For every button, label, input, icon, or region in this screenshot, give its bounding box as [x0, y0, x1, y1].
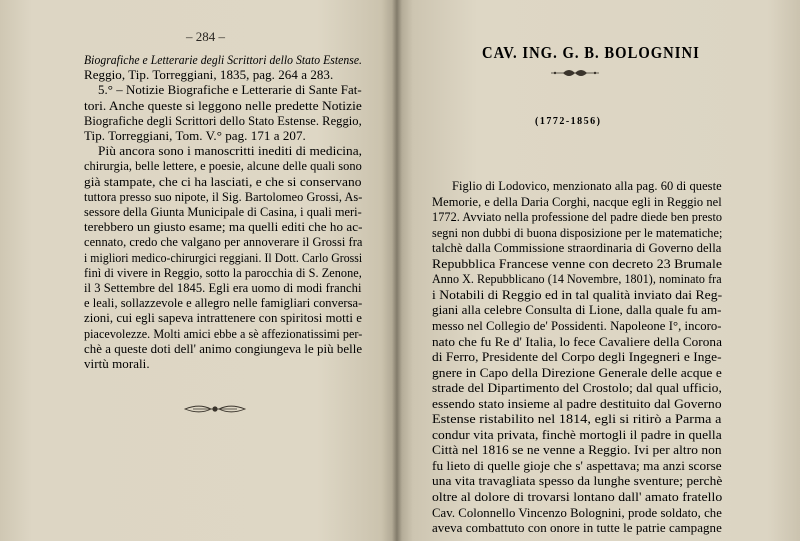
- book-gutter: [392, 0, 402, 541]
- text-line: 5.° – Notizie Biografiche e Letterarie di Sante Fat-: [98, 82, 362, 98]
- text-line: strade del Dipartimento del Crostolo; dal qual ufficio,: [432, 380, 722, 396]
- text-line: Biografiche e Letterarie degli Scrittori dello Stato Estense.: [84, 52, 363, 67]
- text-line: terebbero un giusto esame; ma quelli editi che ho ac-: [84, 219, 363, 235]
- text-line: zioni, cui egli sapeva intrattenere con spiritosi motti e: [84, 310, 362, 326]
- text-line: 1772. Avviato nella professione del padre diede ben presto: [432, 209, 723, 225]
- text-line: condur vita privata, finchè mortogli il padre in quella: [432, 426, 722, 442]
- text-line: Cav. Colonnello Vincenzo Bolognini, prode soldato, che: [432, 504, 722, 520]
- text-line: segni non dubbi di buona disposizione per le matematiche;: [432, 224, 723, 240]
- text-line: aveva combattuto con onore in tutte le patrie campagne: [432, 520, 722, 536]
- text-line: gnere in Capo della Direzione Generale delle acque e: [432, 364, 722, 380]
- life-dates: (1772-1856): [535, 116, 602, 127]
- text-line: Tip. Torreggiani, Tom. V.° pag. 171 a 207.: [84, 128, 306, 143]
- text-line: fu lieto di quelle gioje che s' aspettava; ma anzi scorse: [432, 457, 722, 473]
- text-line: e leali, sollazzevole e allegro nelle famigliari conversa-: [84, 295, 363, 311]
- text-line: Città nel 1816 se ne venne a Reggio. Ivi per altro non: [432, 442, 722, 458]
- text-line: piacevolezze. Molti amici ebbe a sè affezionatissimi per-: [84, 325, 363, 341]
- text-line: Repubblica Francese venne con decreto 23 Brumale: [432, 255, 723, 271]
- text-line: di Ferro, Presidente del Corpo degli Ingegneri e Inge-: [432, 349, 722, 365]
- text-line: virtù morali.: [84, 356, 150, 371]
- text-line: finì di vivere in Reggio, sotto la parocchia di S. Zenone,: [84, 264, 362, 280]
- text-line: messo nel Collegio de' Possidenti. Napoleone I°, incoro-: [432, 317, 722, 333]
- text-line: Reggio, Tip. Torreggiani, 1835, pag. 264 a 283.: [84, 67, 334, 83]
- text-line: chirurgia, belle lettere, e poesie, alcune delle quali sono: [84, 158, 362, 174]
- text-line: Biografiche degli Scrittori dello Stato Estense. Reggio,: [84, 112, 362, 128]
- text-line: Memorie, e della Daria Corghi, nacque egli in Reggio nel: [432, 193, 722, 209]
- text-line: tuttora presso suo nipote, il Sig. Bartolomeo Grossi, As-: [84, 188, 363, 204]
- text-line: giani alla celebre Consulta di Lione, dalla quale fu am-: [432, 302, 722, 318]
- text-line: il 3 Settembre del 1845. Egli era uomo di modi franchi: [84, 280, 362, 295]
- text-line: Estense ristabilito nel 1814, egli si ritirò a Parma a: [432, 411, 722, 427]
- fleuron-ornament-icon: [183, 403, 247, 415]
- text-line: i migliori medico-chirurgici reggiani. Il Dott. Carlo Grossi: [84, 249, 363, 265]
- text-line: Più ancora sono i manoscritti inediti di medicina,: [98, 143, 363, 159]
- text-line: talchè dalla Commissione straordinaria di Governo della: [432, 240, 722, 256]
- text-line: sessore della Giunta Municipale di Casina, i quali meri-: [84, 204, 362, 219]
- text-line: tori. Anche queste si leggono nelle predette Notizie: [84, 97, 362, 113]
- page-number: – 284 –: [186, 29, 225, 44]
- text-line: essendo stato insieme al padre destituito dal Governo: [432, 395, 722, 411]
- text-line: chè a queste doti dell' animo congiungeva le più belle: [84, 340, 363, 356]
- text-line: oltre al dolore di trovarsi lontano dall' amato fratello: [432, 489, 723, 504]
- page-title: CAV. ING. G. B. BOLOGNINI: [482, 43, 700, 62]
- text-line: nato che fu Re d' Italia, lo fece Cavaliere della Corona: [432, 333, 723, 349]
- text-line: cennato, credo che valgano per annoverare il Grossi fra: [84, 234, 363, 250]
- text-line: Figlio di Lodovico, menzionato alla pag. 60 di queste: [452, 178, 722, 193]
- fleuron-ornament-icon: [549, 68, 601, 78]
- text-line: una vita travagliata spesso da lunghe sventure; perchè: [432, 473, 723, 489]
- text-line: Anno X. Repubblicano (14 Novembre, 1801), nominato fra: [432, 271, 722, 287]
- text-line: i Notabili di Reggio ed in tal qualità inviato dai Reg-: [432, 286, 723, 302]
- text-line: già stampate, che ci ha lasciati, e che si conservano: [84, 173, 362, 189]
